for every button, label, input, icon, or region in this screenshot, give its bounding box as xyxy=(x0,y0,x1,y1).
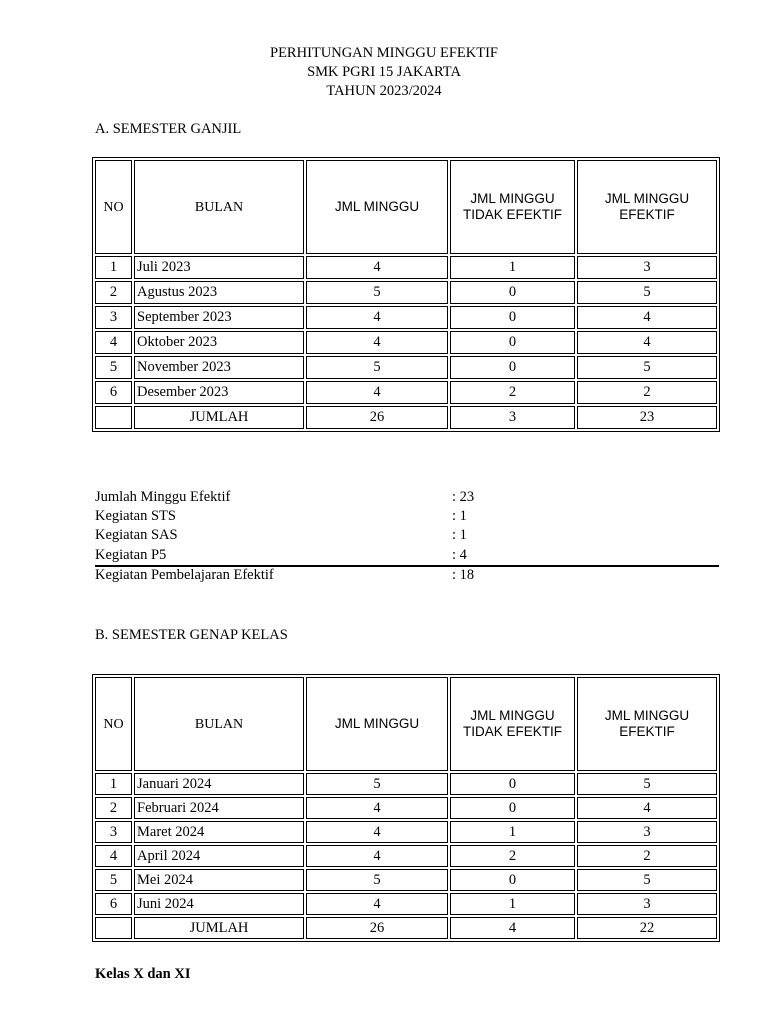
summary-label: Kegiatan P5 xyxy=(95,546,167,563)
header-tidak-efektif-line2: TIDAK EFEKTIF xyxy=(462,207,562,222)
cell-tidak-efektif: 0 xyxy=(450,331,575,354)
cell-jml-minggu: 4 xyxy=(306,821,448,843)
cell-jml-minggu: 5 xyxy=(306,356,448,379)
header-efektif-line1: JML MINGGU xyxy=(604,708,690,723)
cell-efektif: 3 xyxy=(577,893,717,915)
summary-value: : 23 xyxy=(452,489,475,505)
cell-bulan: Januari 2024 xyxy=(134,773,304,795)
table-row xyxy=(95,869,717,891)
table-total-row xyxy=(95,917,717,939)
cell-no: 3 xyxy=(95,821,132,843)
total-efektif: 23 xyxy=(577,406,717,429)
summary-row xyxy=(95,565,719,585)
header-efektif xyxy=(577,160,717,254)
cell-jml-minggu: 4 xyxy=(306,893,448,915)
document-header xyxy=(0,44,768,101)
header-tidak-efektif xyxy=(450,160,575,254)
cell-jml-minggu: 4 xyxy=(306,845,448,867)
header-no: NO xyxy=(95,160,132,254)
summary-label: Kegiatan Pembelajaran Efektif xyxy=(95,566,274,583)
table-total-row xyxy=(95,406,717,429)
cell-efektif: 3 xyxy=(577,821,717,843)
total-label: JUMLAH xyxy=(134,406,304,429)
cell-bulan: November 2023 xyxy=(134,356,304,379)
total-efektif: 22 xyxy=(577,917,717,939)
cell-no: 1 xyxy=(95,773,132,795)
total-label: JUMLAH xyxy=(134,917,304,939)
summary-row xyxy=(95,546,719,565)
table-row xyxy=(95,281,717,304)
header-tidak-efektif-line1: JML MINGGU xyxy=(470,708,555,723)
cell-tidak-efektif: 0 xyxy=(450,773,575,795)
table-row xyxy=(95,797,717,819)
school-name: SMK PGRI 15 JAKARTA xyxy=(307,64,461,80)
summary-label: Kegiatan SAS xyxy=(95,527,178,544)
table-semester-genap xyxy=(92,674,720,942)
cell-efektif: 4 xyxy=(577,331,717,354)
table-row xyxy=(95,893,717,915)
header-tidak-efektif-line2: TIDAK EFEKTIF xyxy=(462,724,562,739)
cell-tidak-efektif: 0 xyxy=(450,797,575,819)
header-efektif xyxy=(577,677,717,771)
header-bulan: BULAN xyxy=(134,160,304,254)
summary-label: Jumlah Minggu Efektif xyxy=(95,489,231,505)
cell-tidak-efektif: 0 xyxy=(450,281,575,304)
cell-jml-minggu: 5 xyxy=(306,773,448,795)
cell-bulan: September 2023 xyxy=(134,306,304,329)
cell-no: 4 xyxy=(95,845,132,867)
table-row xyxy=(95,845,717,867)
cell-bulan: Februari 2024 xyxy=(134,797,304,819)
cell-efektif: 4 xyxy=(577,797,717,819)
header-efektif-line2: EFEKTIF xyxy=(619,207,675,222)
total-jml-minggu: 26 xyxy=(306,917,448,939)
footer-note: Kelas X dan XI xyxy=(95,966,191,982)
cell-no: 2 xyxy=(95,281,132,304)
cell-tidak-efektif: 1 xyxy=(450,821,575,843)
cell-efektif: 2 xyxy=(577,845,717,867)
cell-empty xyxy=(95,406,132,429)
summary-value: : 1 xyxy=(452,508,467,525)
cell-efektif: 3 xyxy=(577,256,717,279)
summary-row xyxy=(95,507,719,526)
cell-no: 2 xyxy=(95,797,132,819)
header-jml-minggu: JML MINGGU xyxy=(306,677,448,771)
cell-tidak-efektif: 0 xyxy=(450,306,575,329)
total-tidak-efektif: 4 xyxy=(450,917,575,939)
header-jml-minggu: JML MINGGU xyxy=(306,160,448,254)
section-title-ganjil: A. SEMESTER GANJIL xyxy=(95,121,242,137)
cell-jml-minggu: 4 xyxy=(306,381,448,404)
cell-no: 3 xyxy=(95,306,132,329)
cell-jml-minggu: 4 xyxy=(306,797,448,819)
cell-tidak-efektif: 2 xyxy=(450,381,575,404)
cell-bulan: Mei 2024 xyxy=(134,869,304,891)
cell-no: 6 xyxy=(95,381,132,404)
cell-bulan: Desember 2023 xyxy=(134,381,304,404)
cell-jml-minggu: 5 xyxy=(306,281,448,304)
summary-value: : 18 xyxy=(452,566,475,583)
header-tidak-efektif-line1: JML MINGGU xyxy=(470,191,555,206)
header-tidak-efektif xyxy=(450,677,575,771)
summary-row xyxy=(95,488,719,507)
table-row xyxy=(95,331,717,354)
academic-year: TAHUN 2023/2024 xyxy=(326,83,442,99)
cell-jml-minggu: 4 xyxy=(306,306,448,329)
cell-efektif: 2 xyxy=(577,381,717,404)
table-semester-ganjil xyxy=(92,157,720,432)
header-no: NO xyxy=(95,677,132,771)
summary-label: Kegiatan STS xyxy=(95,508,176,525)
cell-no: 1 xyxy=(95,256,132,279)
total-jml-minggu: 26 xyxy=(306,406,448,429)
summary-block xyxy=(95,488,719,585)
table-row xyxy=(95,773,717,795)
cell-bulan: Maret 2024 xyxy=(134,821,304,843)
table-row xyxy=(95,821,717,843)
header-bulan: BULAN xyxy=(134,677,304,771)
cell-bulan: Oktober 2023 xyxy=(134,331,304,354)
cell-no: 5 xyxy=(95,869,132,891)
cell-efektif: 5 xyxy=(577,869,717,891)
table-row xyxy=(95,356,717,379)
cell-efektif: 5 xyxy=(577,773,717,795)
cell-tidak-efektif: 0 xyxy=(450,869,575,891)
cell-bulan: Juni 2024 xyxy=(134,893,304,915)
summary-row xyxy=(95,526,719,545)
cell-bulan: Agustus 2023 xyxy=(134,281,304,304)
summary-value: : 4 xyxy=(452,546,467,563)
cell-tidak-efektif: 1 xyxy=(450,893,575,915)
cell-tidak-efektif: 1 xyxy=(450,256,575,279)
cell-jml-minggu: 4 xyxy=(306,256,448,279)
table-row xyxy=(95,256,717,279)
table-row xyxy=(95,306,717,329)
cell-jml-minggu: 5 xyxy=(306,869,448,891)
header-efektif-line2: EFEKTIF xyxy=(619,724,675,739)
summary-value: : 1 xyxy=(452,527,467,544)
total-tidak-efektif: 3 xyxy=(450,406,575,429)
document-title: PERHITUNGAN MINGGU EFEKTIF xyxy=(270,45,498,61)
cell-bulan: April 2024 xyxy=(134,845,304,867)
section-title-genap: B. SEMESTER GENAP KELAS xyxy=(95,627,288,643)
header-efektif-line1: JML MINGGU xyxy=(604,191,690,206)
cell-efektif: 5 xyxy=(577,356,717,379)
cell-no: 6 xyxy=(95,893,132,915)
cell-efektif: 4 xyxy=(577,306,717,329)
cell-no: 4 xyxy=(95,331,132,354)
cell-efektif: 5 xyxy=(577,281,717,304)
table-row xyxy=(95,381,717,404)
cell-no: 5 xyxy=(95,356,132,379)
cell-bulan: Juli 2023 xyxy=(134,256,304,279)
cell-tidak-efektif: 0 xyxy=(450,356,575,379)
cell-tidak-efektif: 2 xyxy=(450,845,575,867)
cell-empty xyxy=(95,917,132,939)
cell-jml-minggu: 4 xyxy=(306,331,448,354)
